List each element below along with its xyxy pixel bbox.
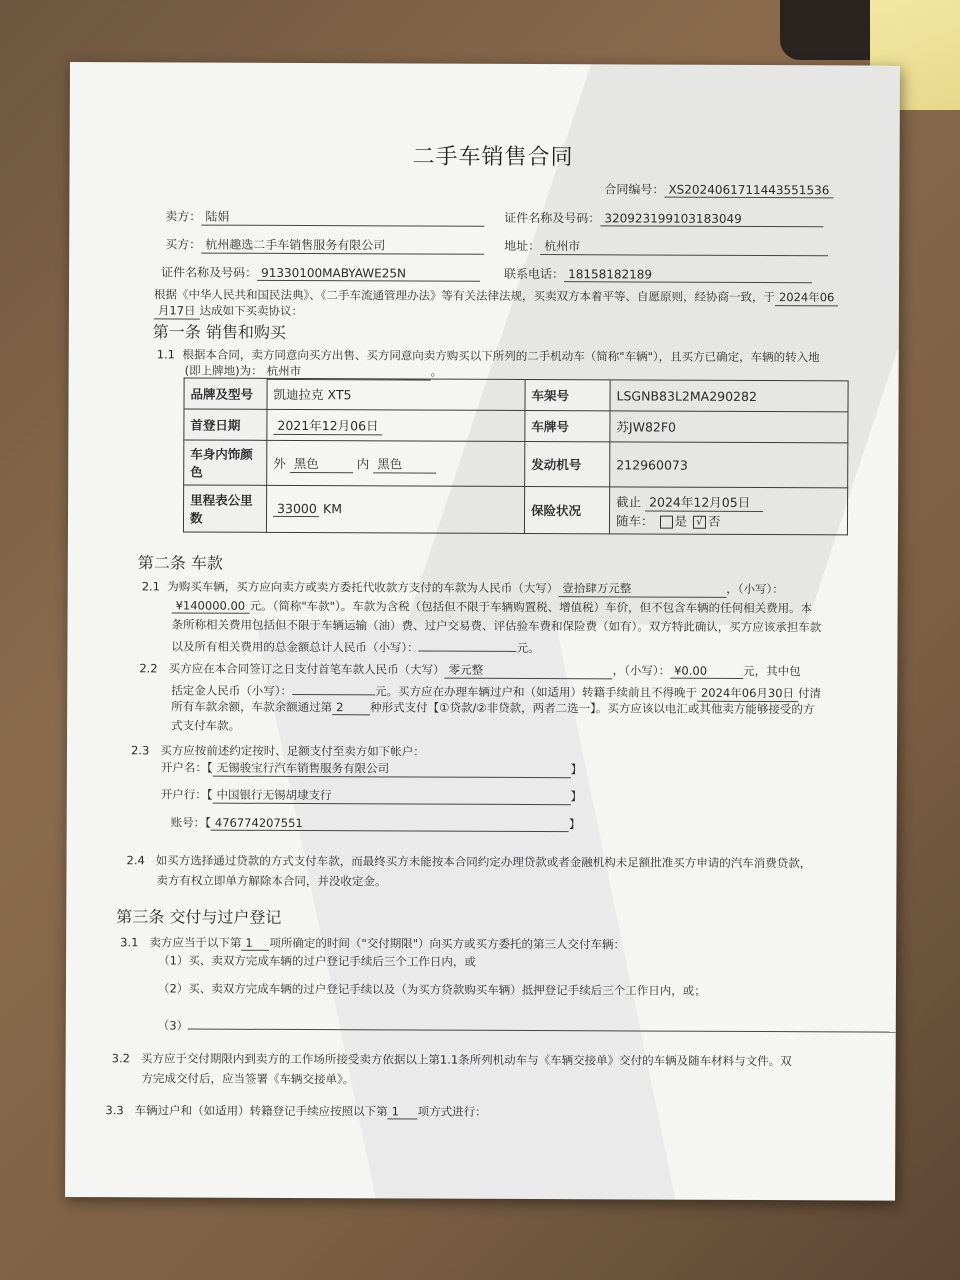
insurance-expiry-label: 截止	[616, 493, 642, 509]
preamble-text-2: 达成如下买卖协议：	[199, 303, 304, 319]
vin-label: 车架号	[525, 379, 610, 410]
clause-2-4-line-1	[126, 852, 811, 871]
contract-paper	[65, 62, 900, 1201]
insurance-follow-label: 随车：	[615, 512, 654, 529]
checkbox-yes-label: 是	[674, 513, 688, 529]
exterior-label: 外	[273, 455, 286, 471]
section-1-title: 第一条 销售和购买	[152, 322, 286, 342]
clause-text: 买方应在本合同签订之日支付首笔车款人民币（大写）	[168, 661, 445, 677]
table-row	[184, 440, 848, 488]
price-amount: ¥140000.00	[172, 598, 250, 613]
buyer-id-label: 证件名称及号码：	[161, 265, 258, 280]
account-number-label: 账号：【	[170, 815, 211, 830]
clause-text: 项方式进行：	[417, 1104, 487, 1119]
clause-2-3	[131, 742, 425, 759]
clause-text: 种形式支付【①贷款/②非贷款，两者二选一】。买方应该以电汇或其他卖方能够接受的方	[370, 700, 815, 717]
table-row	[184, 409, 848, 443]
account-number-row	[171, 814, 581, 832]
payment-method: 2	[332, 700, 370, 715]
reg-date-cell	[267, 409, 525, 441]
plate-label: 车牌号	[525, 410, 610, 441]
table-row	[183, 485, 847, 535]
account-name-label: 开户名：【	[160, 760, 213, 775]
vehicle-table	[183, 377, 849, 535]
mileage-cell	[266, 485, 524, 533]
clause-3-1-option-2: （2）买、卖双方完成车辆的过户登记手续以及（为买方贷款购买车辆）抵押登记手续后三个工作日内，或；	[157, 981, 706, 998]
clause-2-1-line-4	[171, 635, 539, 656]
clause-2-1-line-2	[172, 597, 813, 616]
bracket: 】	[570, 789, 583, 804]
bracket: 】	[570, 762, 583, 777]
vin-value: LSGNB83L2MA290282	[610, 380, 848, 412]
account-name-row	[161, 759, 582, 778]
reg-date-value: 2021年12月06日	[273, 415, 382, 434]
clause-text: 以及所有相关费用的总金额总计人民币（小写）：	[171, 639, 419, 655]
bracket: 】	[568, 817, 581, 832]
clause-text: 买方应按前述约定按时、足额支付至卖方如下帐户：	[160, 743, 425, 759]
clause-text: 所有车款余额，车款余额通过第	[171, 699, 333, 715]
color-cell	[267, 440, 525, 486]
account-name: 无锡骏宝行汽车销售服务有限公司	[213, 760, 571, 779]
seller-id: 320923199103183049	[600, 211, 823, 227]
clause-text: 卖方应当于以下第	[149, 935, 242, 950]
account-bank-row	[161, 786, 582, 805]
account-number: 476774207551	[211, 816, 569, 833]
checkbox-yes[interactable]	[659, 515, 672, 528]
preamble-text: 根据《中华人民共和国民法典》、《二手车流通管理办法》等有关法律法规，买卖双方本着平等、自愿原则，经协商一致，于	[153, 287, 776, 305]
clause-number: 1.1	[156, 347, 176, 362]
engine-value: 212960073	[610, 442, 848, 488]
contract-number: XS2024061711443551536	[664, 183, 833, 199]
exterior-color: 黑色	[290, 453, 353, 472]
clause-number: 2.1	[141, 579, 161, 594]
clause-3-1	[120, 934, 625, 952]
clause-2-1-line-3: 条所称相关费用包括但不限于车辆运输（油）费、过户交易费、评估验车费和保险费（如有）。双方特此确认，买方应该承担车款	[171, 617, 822, 635]
deposit-blank	[292, 680, 375, 695]
plate-value: 苏JW82F0	[610, 411, 848, 443]
mileage-unit: KM	[323, 501, 343, 517]
interior-color: 黑色	[373, 454, 436, 473]
checkbox-no-label: 否	[707, 513, 721, 529]
brand-label: 品牌及型号	[184, 378, 267, 409]
clause-number: 3.1	[120, 935, 139, 950]
price-uppercase: 壹拾肆万元整	[558, 580, 726, 598]
clause-text: 为购买车辆，买方应向卖方或卖方委托代收款方支付的车款为人民币（大写）	[167, 579, 559, 596]
clause-number: 2.4	[126, 853, 145, 868]
section-3-title: 第三条 交付与过户登记	[116, 907, 282, 927]
phone-label: 联系电话：	[504, 266, 565, 282]
seller-id-row	[504, 209, 823, 227]
clause-2-1-line-1	[142, 578, 784, 598]
section-2-title: 第二条 车款	[137, 553, 223, 573]
buyer-id-row	[161, 263, 480, 281]
account-bank: 中国银行无锡胡埭支行	[213, 787, 571, 806]
clause-text: 元。买方应在办理车辆过户和（如适用）转籍手续前且不得晚于	[374, 684, 698, 700]
engine-label: 发动机号	[525, 441, 610, 486]
clause-text: ，（小写）：	[612, 663, 671, 678]
seller-id-label: 证件名称及号码：	[504, 210, 601, 226]
contract-number-label: 合同编号：	[604, 182, 665, 197]
reg-date-label: 首登日期	[184, 409, 267, 440]
clause-text: （3）	[157, 1018, 189, 1033]
seller-row	[165, 207, 484, 226]
buyer-name: 杭州趣选二手车销售服务有限公司	[201, 236, 484, 255]
clause-text: 根据本合同，卖方同意向买方出售、买方同意向卖方购买以下所列的二手机动车（简称"车辆"），且买方已确定，车辆的转入地	[182, 347, 820, 365]
transfer-city: 杭州市	[263, 363, 431, 381]
clause-2-2-line-1	[139, 660, 800, 680]
clause-text: 买方应于交付期限内到卖方的工作场所接受卖方依据以上第1.1条所列机动车与《车辆交接单》交付的车辆及随车材料与文件。双	[140, 1051, 792, 1069]
preamble-date-b: 月17日	[154, 302, 200, 319]
clause-text: 车辆过户和（如适用）转籍登记手续应按照以下第	[134, 1103, 388, 1119]
clause-text: 付清	[798, 686, 822, 701]
clause-text: 元。	[516, 640, 540, 656]
clause-number: 3.3	[105, 1103, 124, 1118]
address-row	[504, 237, 828, 256]
table-row	[184, 378, 848, 412]
mileage-value: 33000	[273, 501, 319, 517]
clause-3-2-line-1	[112, 1050, 792, 1069]
clause-3-2-line-2: 方完成交付后，应当签署《车辆交接单》。	[141, 1071, 355, 1087]
address: 杭州市	[540, 237, 828, 256]
account-bank-label: 开户行：【	[160, 787, 213, 802]
checkbox-no[interactable]: √	[693, 515, 706, 528]
clause-text: 如买方选择通过贷款的方式支付车款，而最终买方未能按本合同约定办理贷款或者金融机构未足额批准买方申请的汽车消费贷款，	[155, 853, 812, 871]
insurance-expiry: 2024年12月05日	[645, 492, 763, 512]
clause-text: (即上牌地)为：	[184, 363, 263, 378]
mileage-label: 里程表公里数	[183, 485, 266, 532]
clause-number: 3.2	[111, 1051, 130, 1066]
insurance-expiry-row	[616, 492, 841, 512]
preamble-date-a: 2024年06	[775, 289, 838, 306]
contract-title: 二手车销售合同	[412, 144, 574, 171]
delivery-option: 1	[241, 936, 269, 951]
insurance-label: 保险状况	[524, 486, 609, 533]
clause-text: 元，其中包	[743, 663, 801, 679]
insurance-follow-row	[616, 511, 841, 530]
interior-label: 内	[356, 455, 370, 471]
seller-name: 陆娟	[201, 208, 484, 227]
clause-3-3	[105, 1102, 486, 1120]
phone: 18158182189	[564, 267, 812, 283]
color-label: 车身内饰颜色	[184, 440, 267, 485]
clause-3-1-option-3	[158, 1014, 896, 1036]
clause-text: ，（小写）：	[726, 581, 784, 597]
clause-2-2-line-4: 式支付车款。	[171, 718, 241, 733]
clause-2-4-line-2: 卖方有权立即单方解除本合同，并没收定金。	[156, 873, 387, 889]
total-amount-blank	[419, 637, 517, 652]
clause-number: 2.3	[130, 743, 150, 758]
insurance-cell	[609, 487, 847, 535]
clause-3-1-option-1: （1）买、卖双方完成车辆的过户登记手续后三个工作日内，或	[158, 953, 476, 969]
clause-2-2-line-3	[171, 698, 814, 717]
option-3-blank	[188, 1015, 896, 1033]
clause-number: 2.2	[139, 661, 158, 676]
contract-number-row	[604, 180, 833, 198]
first-payment-amount: ¥0.00	[670, 664, 743, 679]
clause-1-1-line-2: (即上牌地)为： 杭州市 。	[184, 363, 443, 379]
address-label: 地址：	[504, 238, 541, 254]
buyer-row	[165, 235, 484, 254]
buyer-id: 91330100MABYAWE25N	[257, 266, 480, 282]
clause-text: 括定金人民币（小写）：	[171, 683, 293, 698]
clause-text: 项所确定的时间（"交付期限"）向买方或买方委托的第三人交付车辆：	[269, 935, 626, 952]
brand-value: 凯迪拉克 XT5	[267, 378, 525, 410]
phone-row	[504, 265, 812, 283]
seller-label: 卖方：	[165, 209, 202, 224]
first-payment-uppercase: 零元整	[445, 662, 613, 680]
clause-text: 元。（简称"车款"）。车款为含税（包括但不限于车辆购置税、增值税）车价，但不包含车辆的任何相关费用。本	[249, 598, 813, 616]
preamble-line-2	[154, 302, 303, 320]
buyer-label: 买方：	[165, 237, 202, 252]
payment-deadline: 2024年06月30日	[697, 685, 798, 702]
transfer-option: 1	[388, 1104, 418, 1119]
